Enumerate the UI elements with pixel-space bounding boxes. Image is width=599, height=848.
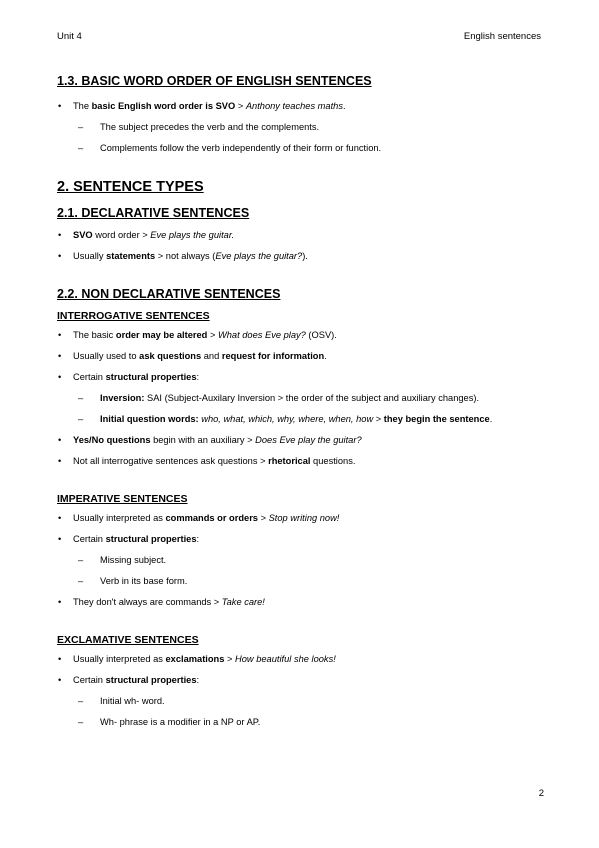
- list-subitem: – Inversion: SAI (Subject-Auxilary Inversion > the order of the subject and auxiliary changes).: [57, 392, 547, 404]
- list-item: • The basic order may be altered > What does Eve play? (OSV).: [57, 329, 547, 341]
- list-item: • Usually statements > not always (Eve plays the guitar?).: [57, 250, 547, 262]
- heading-2-2: 2.2. NON DECLARATIVE SENTENCES: [57, 287, 281, 301]
- list-1-3: [57, 100, 547, 154]
- list-item: • Certain structural properties:: [57, 533, 547, 545]
- list-item: • Not all interrogative sentences ask questions > rhetorical questions.: [57, 455, 547, 467]
- list-subitem: – The subject precedes the verb and the complements.: [57, 121, 547, 133]
- list-interrogative: [57, 329, 547, 467]
- page-number: 2: [538, 788, 544, 799]
- list-item: • Usually interpreted as commands or orders > Stop writing now!: [57, 512, 547, 524]
- list-item: • Certain structural properties:: [57, 371, 547, 383]
- list-item: • Usually used to ask questions and request for information.: [57, 350, 547, 362]
- heading-2: 2. SENTENCE TYPES: [57, 179, 204, 195]
- heading-interrogative: INTERROGATIVE SENTENCES: [57, 310, 210, 322]
- list-subitem: – Complements follow the verb independently of their form or function.: [57, 142, 547, 154]
- list-2-1: [57, 229, 547, 262]
- list-item: • SVO word order > Eve plays the guitar.: [57, 229, 547, 241]
- heading-exclamative: EXCLAMATIVE SENTENCES: [57, 634, 199, 646]
- list-subitem: – Verb in its base form.: [57, 575, 547, 587]
- list-subitem: – Missing subject.: [57, 554, 547, 566]
- heading-imperative: IMPERATIVE SENTENCES: [57, 493, 188, 505]
- list-subitem: – Initial question words: who, what, which, why, where, when, how > they begin the sentence.: [57, 413, 547, 425]
- list-item: • Yes/No questions begin with an auxiliary > Does Eve play the guitar?: [57, 434, 547, 446]
- list-subitem: – Initial wh- word.: [57, 695, 547, 707]
- document-body: [57, 72, 547, 728]
- list-exclamative: [57, 653, 547, 728]
- heading-2-1: 2.1. DECLARATIVE SENTENCES: [57, 206, 250, 220]
- heading-1-3: 1.3. BASIC WORD ORDER OF ENGLISH SENTENCES: [57, 74, 372, 88]
- header-title: English sentences: [463, 31, 541, 42]
- list-item: • Certain structural properties:: [57, 674, 547, 686]
- list-subitem: – Wh- phrase is a modifier in a NP or AP.: [57, 716, 547, 728]
- list-imperative: [57, 512, 547, 608]
- list-item: • Usually interpreted as exclamations > How beautiful she looks!: [57, 653, 547, 665]
- list-item: • The basic English word order is SVO > Anthony teaches maths.: [57, 100, 547, 112]
- header-unit: Unit 4: [57, 31, 82, 42]
- list-item: • They don't always are commands > Take care!: [57, 596, 547, 608]
